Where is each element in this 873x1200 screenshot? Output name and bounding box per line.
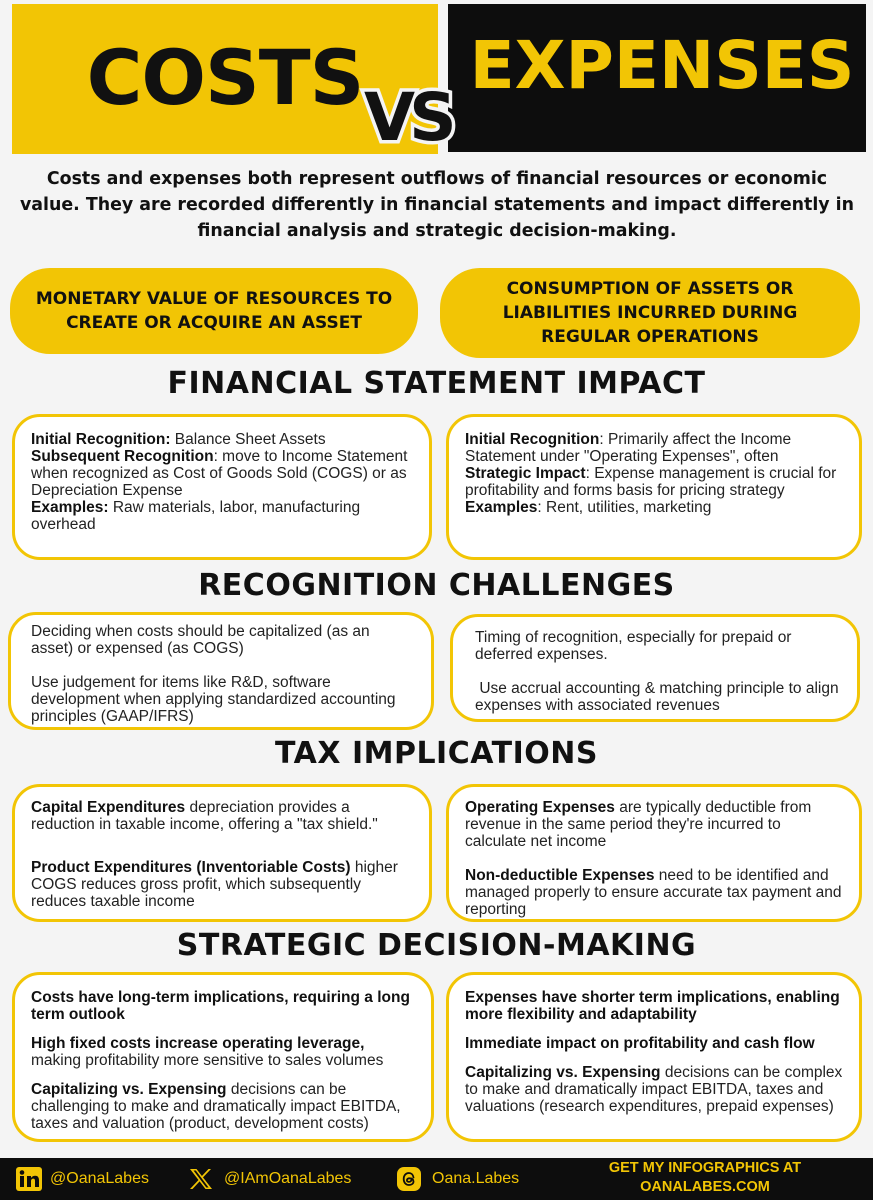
costs-recognition-p2: Use judgement for items like R&D, software development when applying standardized accounting principles (GAAP/IFRS) xyxy=(31,674,396,725)
threads-handle: Oana.Labes xyxy=(432,1170,520,1187)
expenses-strategic-card xyxy=(446,972,862,1142)
expenses-title: EXPENSES xyxy=(469,27,855,104)
footer-x[interactable] xyxy=(188,1166,351,1192)
x-handle: @IAmOanaLabes xyxy=(224,1170,352,1187)
linkedin-icon xyxy=(16,1167,42,1191)
section-title-strategic-decision-making: STRATEGIC DECISION-MAKING xyxy=(176,928,697,963)
expenses-recognition-p2: Use accrual accounting & matching principle to align expenses with associated revenues xyxy=(475,680,843,714)
section-title-recognition-challenges: RECOGNITION CHALLENGES xyxy=(198,568,675,603)
footer-cta-line2: OANALABES.COM xyxy=(640,1179,770,1195)
section-title-financial-statement-impact: FINANCIAL STATEMENT IMPACT xyxy=(167,366,706,401)
costs-strategic-card xyxy=(12,972,434,1142)
costs-long-term: Costs have long-term implications, requiring a long term outlook xyxy=(31,989,410,1023)
threads-icon xyxy=(396,1166,422,1192)
costs-examples: Examples: Raw materials, labor, manufacturing overhead xyxy=(31,499,361,533)
costs-recognition-card xyxy=(8,612,434,730)
expenses-non-deductible: Non-deductible Expenses need to be identified and managed properly to ensure accurate tax payment and reporting xyxy=(465,867,842,918)
expenses-definition-text: CONSUMPTION OF ASSETS OR LIABILITIES INCURRED DURING REGULAR OPERATIONS xyxy=(502,279,798,347)
x-icon xyxy=(188,1167,214,1191)
expenses-definition xyxy=(440,268,860,358)
costs-financial-impact-card xyxy=(12,414,432,560)
costs-capitalizing-vs-expensing: Capitalizing vs. Expensing decisions can be challenging to make and dramatically impact EBITDA, taxes and valuation (product, development costs) xyxy=(31,1081,401,1132)
vs-badge xyxy=(358,70,468,160)
expenses-financial-impact-card xyxy=(446,414,862,560)
expenses-short-term: Expenses have shorter term implications, enabling more flexibility and adaptability xyxy=(465,989,840,1023)
expenses-recognition-p1: Timing of recognition, especially for prepaid or deferred expenses. xyxy=(475,629,792,663)
costs-title: COSTS xyxy=(86,33,364,122)
expenses-capitalizing-vs-expensing: Capitalizing vs. Expensing decisions can be complex to make and dramatically impact EBITDA, taxes and valuations (research expenditures, prepaid expenses) xyxy=(465,1064,843,1115)
expenses-operating-expenses: Operating Expenses are typically deductible from revenue in the same period they're incurred to calculate net income xyxy=(465,799,812,850)
expenses-immediate-impact: Immediate impact on profitability and cash flow xyxy=(465,1035,815,1052)
footer-linkedin[interactable] xyxy=(16,1166,149,1192)
costs-recognition-p1: Deciding when costs should be capitalized (as an asset) or expensed (as COGS) xyxy=(31,623,370,657)
expenses-recognition-card xyxy=(450,614,860,722)
costs-initial-recognition: Initial Recognition: Balance Sheet Assets xyxy=(31,431,326,448)
costs-product-expenditures: Product Expenditures (Inventoriable Costs) higher COGS reduces gross profit, which subsequently reduces taxable income xyxy=(31,859,398,910)
footer-threads[interactable] xyxy=(396,1166,519,1192)
costs-definition xyxy=(10,268,418,354)
section-title-tax-implications: TAX IMPLICATIONS xyxy=(275,736,598,771)
expenses-initial-recognition: Initial Recognition: Primarily affect the Income Statement under "Operating Expenses", often xyxy=(465,431,792,465)
expenses-examples: Examples: Rent, utilities, marketing xyxy=(465,499,712,516)
costs-fixed-costs: High fixed costs increase operating leverage, making profitability more sensitive to sales volumes xyxy=(31,1035,384,1069)
costs-tax-card xyxy=(12,784,432,922)
vs-text: VS xyxy=(364,79,451,156)
costs-definition-text: MONETARY VALUE OF RESOURCES TO CREATE OR ACQUIRE AN ASSET xyxy=(35,289,393,333)
footer-cta[interactable] xyxy=(580,1159,830,1197)
footer-cta-line1: GET MY INFOGRAPHICS AT xyxy=(608,1160,802,1176)
costs-subsequent-recognition: Subsequent Recognition: move to Income Statement when recognized as Cost of Goods Sold (COGS) or as Depreciation Expense xyxy=(31,448,408,499)
costs-capital-expenditures: Capital Expenditures depreciation provides a reduction in taxable income, offering a "tax shield." xyxy=(31,799,378,833)
linkedin-handle: @OanaLabes xyxy=(50,1170,149,1187)
intro-text: Costs and expenses both represent outflows of financial resources or economic value. They are recorded differently in financial statements and impact differently in financial analysis and strategic decision-making. xyxy=(19,169,855,241)
expenses-strategic-impact: Strategic Impact: Expense management is crucial for profitability and forms basis for pricing strategy xyxy=(465,465,837,499)
expenses-tax-card xyxy=(446,784,862,922)
